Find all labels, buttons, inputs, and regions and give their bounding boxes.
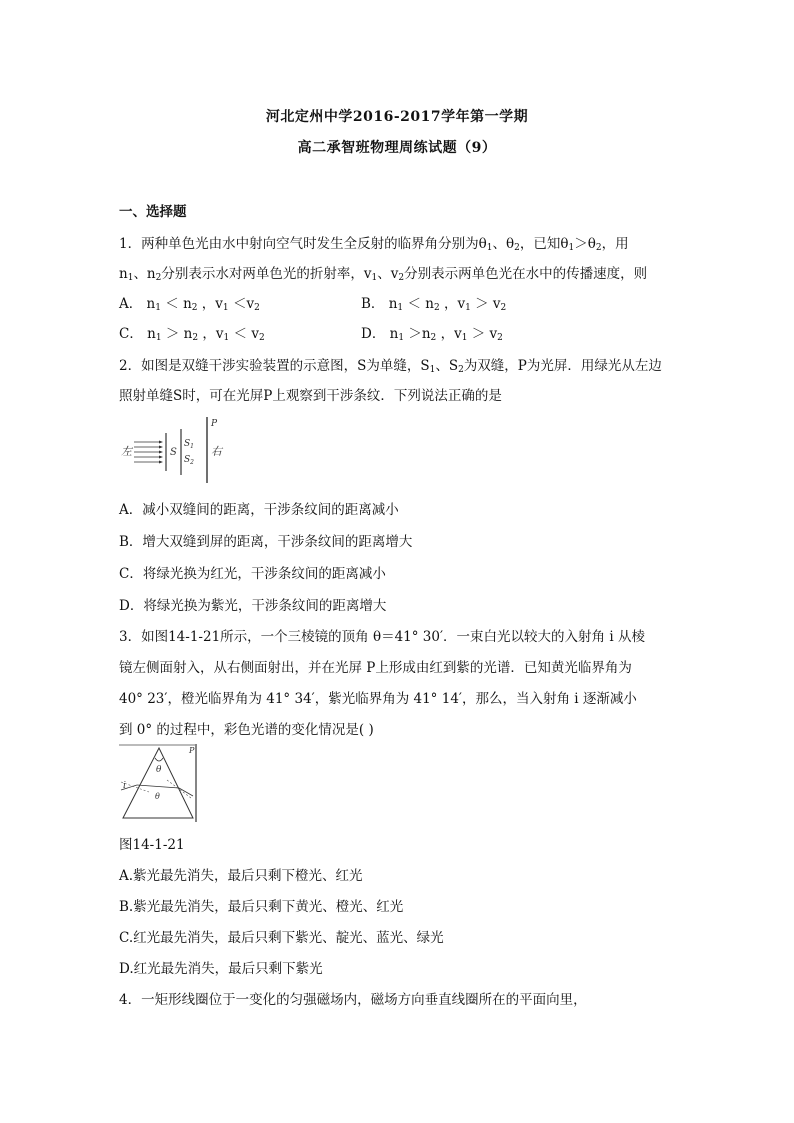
label-s2: $S_2$ — [184, 455, 194, 466]
q2-stem-line1: 2．如图是双缝干涉实验装置的示意图，S为单缝，$S_1$、$S_2$为双缝，P为光屏．用绿光从左边 — [119, 358, 662, 375]
q3-option-c: C.红光最先消失，最后只剩下紫光、靛光、蓝光、绿光 — [119, 930, 444, 946]
q2-option-d: D．将绿光换为紫光，干涉条纹间的距离增大 — [119, 598, 387, 614]
double-slit-diagram — [119, 415, 239, 485]
prism-figure — [119, 744, 199, 822]
document-subtitle: 高二承智班物理周练试题（9） — [297, 140, 497, 156]
apex-angle-arc — [155, 758, 163, 761]
prism-triangle — [123, 748, 193, 818]
q2-option-c: C．将绿光换为红光，干涉条纹间的距离减小 — [119, 566, 386, 582]
emergent-ray — [179, 788, 193, 796]
section-heading: 一、选择题 — [119, 204, 187, 220]
label-right: 右 — [211, 445, 222, 458]
q1-option-a: A． $n_1 < n_2$ ，$v_1 <v_2$ — [119, 296, 260, 313]
prism-diagram — [119, 744, 199, 822]
q3-figure-caption: 图14-1-21 — [119, 837, 185, 853]
label-p: P — [211, 419, 218, 429]
q2-option-b: B．增大双缝到屏的距离，干涉条纹间的距离增大 — [119, 534, 413, 550]
light-rays — [134, 442, 159, 462]
q3-stem-line3: 40° 23′，橙光临界角为 41° 34′，紫光临界角为 41° 14′，那么，当入射角 i 逐渐减小 — [119, 691, 637, 707]
label-i: i — [123, 781, 126, 791]
document-title: 河北定州中学2016-2017学年第一学期 — [265, 109, 529, 125]
q3-option-d: D.红光最先消失，最后只剩下紫光 — [119, 961, 323, 977]
q1-option-d: D． $n_1 >n_2$ ，$v_1 > v_2$ — [361, 326, 503, 343]
label-s: S — [170, 447, 177, 458]
q2-option-a: A．减小双缝间的距离，干涉条纹间的距离减小 — [119, 502, 399, 518]
q2-stem-line2: 照射单缝S时，可在光屏P上观察到干涉条纹．下列说法正确的是 — [119, 388, 502, 404]
label-p: P — [189, 746, 195, 755]
label-theta: θ — [156, 765, 162, 775]
q3-option-b: B.紫光最先消失，最后只剩下黄光、橙光、红光 — [119, 899, 404, 915]
refracted-ray — [137, 785, 179, 788]
double-slit-figure — [119, 415, 239, 485]
q4-stem-line1: 4．一矩形线圈位于一变化的匀强磁场内，磁场方向垂直线圈所在的平面向里， — [119, 992, 587, 1008]
label-theta-bottom: θ — [155, 792, 160, 801]
q3-stem-line1: 3．如图14-1-21所示，一个三棱镜的顶角 θ＝41° 30′．一束白光以较大的入射角 i 从棱 — [119, 629, 645, 645]
q3-stem-line4: 到 0° 的过程中，彩色光谱的变化情况是( ) — [119, 722, 374, 738]
q1-option-c: C． $n_1 > n_2$ ，$v_1 < v_2$ — [119, 326, 265, 343]
ray-arrowheads — [159, 441, 163, 464]
q1-stem-line2: $n_1$、$n_2$分别表示水对两单色光的折射率，$v_1$、$v_2$分别表示两单色光在水中的传播速度，则 — [119, 266, 648, 283]
q3-stem-line2: 镜左侧面射入，从右侧面射出，并在光屏 P上形成由红到紫的光谱．已知黄光临界角为 — [119, 660, 632, 676]
q1-stem-line1: 1．两种单色光由水中射向空气时发生全反射的临界角分别为$\theta_1$、$\theta_2$，已知$\theta_1>\theta_2$，用 — [119, 236, 629, 253]
q3-option-a: A.紫光最先消失，最后只剩下橙光、红光 — [119, 868, 363, 884]
label-s1: $S_1$ — [184, 439, 194, 450]
q1-option-b: B． $n_1 < n_2$ ，$v_1 > v_2$ — [361, 296, 507, 313]
label-left: 左 — [121, 445, 132, 458]
